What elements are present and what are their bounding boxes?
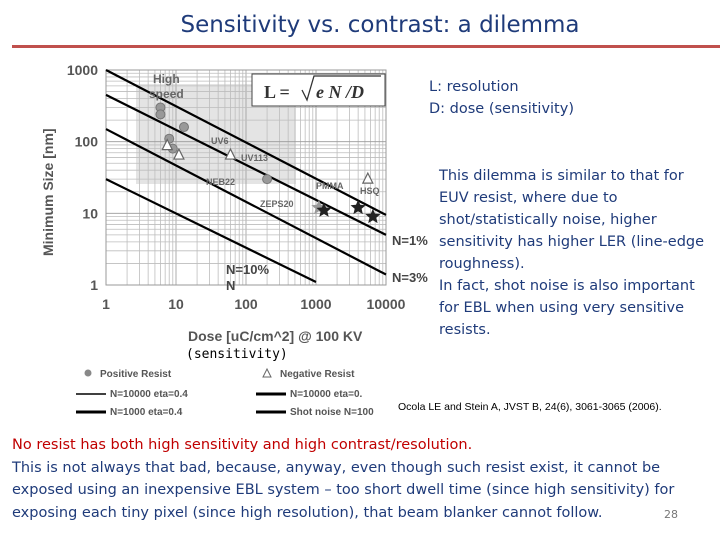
x-tick-label: 10 (168, 296, 184, 312)
resist-figure (36, 56, 456, 416)
citation: Ocola LE and Stein A, JVST B, 24(6), 3061-3065 (2006). (398, 401, 662, 413)
formula-lhs: L = (264, 82, 290, 102)
label-zeps20: ZEPS20 (260, 199, 294, 209)
conclusion-line-2: This is not always that bad, because, anyway, even though such resist exist, it cannot be (12, 459, 661, 476)
explanation-line: EUV resist, where due to (439, 190, 618, 206)
sensitivity-label: (sensitivity) (186, 347, 288, 362)
explanation-line: This dilemma is similar to that for (439, 168, 684, 184)
positive-resist-point (156, 110, 165, 119)
noise-label-n-denominator: N (226, 278, 236, 293)
y-tick-label: 1000 (66, 62, 98, 78)
high-speed-label-1: High (153, 72, 180, 86)
noise-label-3pct: N=3% (392, 270, 428, 285)
explanation-line: In fact, shot noise is also important (439, 278, 695, 294)
x-tick-label: 1000 (300, 296, 332, 312)
label-uv113: UV113 (241, 153, 269, 163)
explanation-line: resists. (439, 322, 491, 338)
legend-n1000-eta04: N=1000 eta=0.4 (110, 407, 183, 416)
legend-negative: Negative Resist (280, 369, 355, 380)
legend-n10000-eta04-left: N=10000 eta=0.4 (110, 389, 188, 400)
x-tick-label: 10000 (366, 296, 406, 312)
x-tick-label: 100 (234, 296, 258, 312)
conclusion-line-4: exposing each tiny pixel (since high resolution), that beam blanker cannot follow. (12, 504, 603, 521)
label-pmma: PMMA (316, 181, 344, 191)
explanation-line: for EBL when using very sensitive (439, 300, 685, 316)
y-tick-label: 10 (82, 205, 98, 222)
y-tick-label: 100 (74, 133, 98, 150)
conclusion-line-1: No resist has both high sensitivity and high contrast/resolution. (12, 437, 473, 453)
side-note-dose: D: dose (sensitivity) (429, 101, 574, 117)
explanation-line: roughness). (439, 256, 525, 272)
positive-resist-point (263, 175, 272, 184)
legend-positive: Positive Resist (100, 369, 172, 380)
x-tick-label: 1 (102, 296, 110, 312)
conclusion-text (12, 434, 692, 524)
label-hsq: HSQ (360, 186, 380, 196)
explanation-line: sensitivity has higher LER (line-edge (439, 234, 705, 250)
formula-rhs: e N /D (316, 82, 364, 102)
explanation-line: shot/statistically noise, higher (439, 212, 657, 228)
positive-resist-point (179, 123, 188, 132)
noise-label-10pct: N=10% (226, 262, 269, 277)
page-number: 28 (664, 508, 678, 521)
noise-label-1pct: N=1% (392, 233, 428, 248)
y-tick-label: 1 (90, 277, 98, 293)
label-uv6: UV6 (211, 136, 229, 146)
formula-box (252, 74, 385, 106)
conclusion-line-3: exposed using an inexpensive EBL system – too short dwell time (since high sensitivity) for (12, 482, 675, 498)
legend-shot-noise: Shot noise N=100 (290, 407, 374, 416)
legend-circle-symbol (85, 370, 92, 377)
high-speed-label-2: speed (149, 87, 184, 101)
legend-n10000-eta0: N=10000 eta=0. (290, 389, 363, 400)
x-axis-label: Dose [uC/cm^2] @ 100 KV (188, 328, 363, 344)
y-axis-label: Minimum Size [nm] (40, 128, 56, 256)
side-note-resolution: L: resolution (429, 79, 519, 95)
label-neb22: NEB22 (206, 177, 236, 187)
explanation-text (439, 165, 709, 341)
title-underline (12, 45, 720, 48)
slide-title: Sensitivity vs. contrast: a dilemma (180, 12, 580, 38)
